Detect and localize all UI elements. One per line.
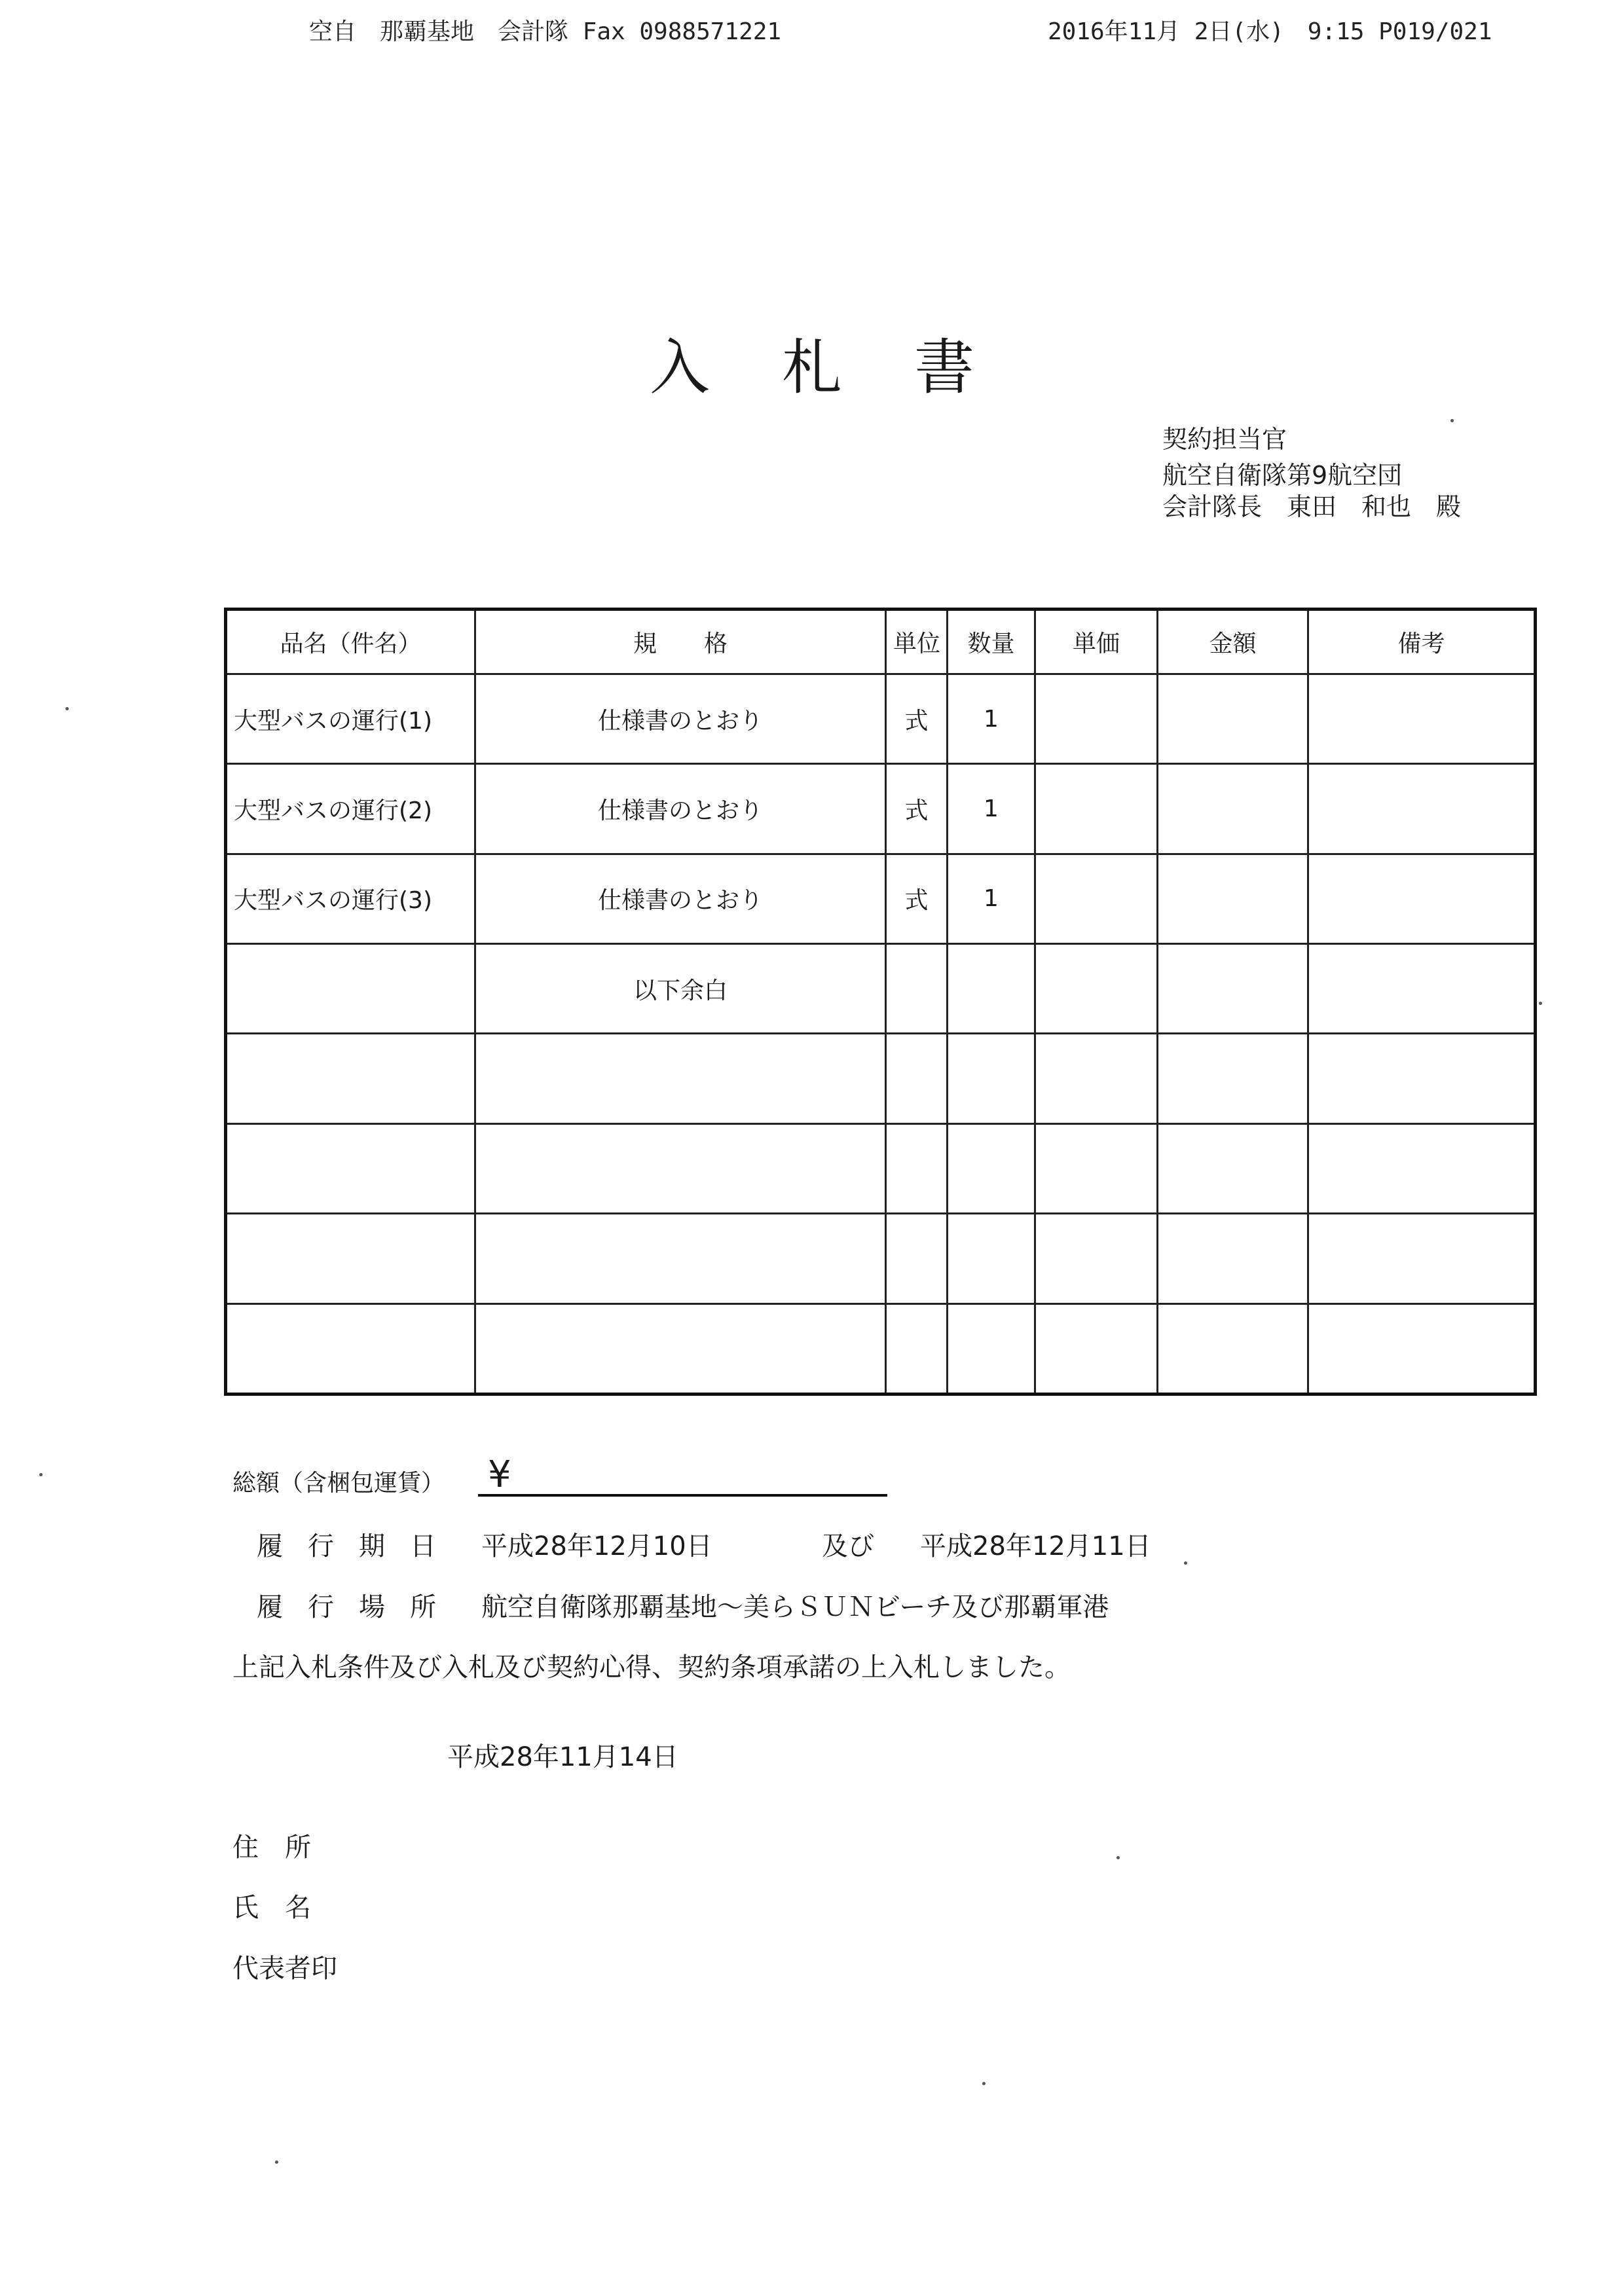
cell-spec: 仕様書のとおり bbox=[475, 674, 886, 764]
header-unit-price: 単価 bbox=[1035, 610, 1158, 674]
cell-amount bbox=[1158, 764, 1308, 854]
table-row bbox=[226, 764, 1536, 854]
scan-speck bbox=[1450, 419, 1454, 422]
cell-unit: 式 bbox=[886, 674, 948, 764]
delivery-place-value: 航空自衛隊那覇基地〜美らＳＵＮビーチ及び那覇軍港 bbox=[481, 1592, 1109, 1622]
cell-spec: 仕様書のとおり bbox=[475, 854, 886, 943]
cell-quantity: 1 bbox=[948, 764, 1035, 854]
addressee-line3: 会計隊長 東田 和也 殿 bbox=[1162, 492, 1462, 521]
table-row bbox=[226, 1123, 1536, 1213]
cell-remarks bbox=[1308, 674, 1536, 764]
cell-remarks bbox=[1308, 854, 1536, 943]
signature-seal-label: 代表者印 bbox=[232, 1954, 337, 1984]
cell-quantity bbox=[948, 1214, 1035, 1303]
cell-unit-price bbox=[1035, 1123, 1158, 1213]
cell-unit-price bbox=[1035, 674, 1158, 764]
table-row bbox=[226, 674, 1536, 764]
cell-unit: 式 bbox=[886, 764, 948, 854]
cell-amount bbox=[1158, 1034, 1308, 1123]
cell-quantity bbox=[948, 1303, 1035, 1394]
cell-item-name bbox=[226, 944, 475, 1034]
table-row bbox=[226, 854, 1536, 943]
cell-remarks bbox=[1308, 1303, 1536, 1394]
cell-item-name bbox=[226, 1303, 475, 1394]
cell-quantity: 1 bbox=[948, 854, 1035, 943]
delivery-period-and: 及び bbox=[822, 1531, 874, 1561]
cell-amount bbox=[1158, 1123, 1308, 1213]
cell-remarks bbox=[1308, 764, 1536, 854]
cell-amount bbox=[1158, 944, 1308, 1034]
delivery-period-date2: 平成28年12月11日 bbox=[920, 1531, 1151, 1561]
addressee-line2: 航空自衛隊第9航空団 bbox=[1162, 461, 1403, 490]
cell-unit-price bbox=[1035, 1214, 1158, 1303]
cell-unit bbox=[886, 944, 948, 1034]
table-header-row bbox=[226, 610, 1536, 674]
cell-item-name bbox=[226, 1034, 475, 1123]
yen-symbol: ¥ bbox=[488, 1453, 511, 1496]
scan-speck bbox=[65, 707, 69, 710]
signature-address-label: 住 所 bbox=[232, 1832, 311, 1863]
bid-table bbox=[224, 608, 1537, 1396]
bid-date: 平成28年11月14日 bbox=[447, 1742, 678, 1772]
scan-speck bbox=[39, 1473, 43, 1476]
cell-item-name: 大型バスの運行(3) bbox=[226, 854, 475, 943]
header-spec: 規 格 bbox=[475, 610, 886, 674]
cell-unit: 式 bbox=[886, 854, 948, 943]
fax-header-right: 2016年11月 2日(水) 9:15 P019/021 bbox=[1048, 18, 1492, 45]
cell-quantity: 1 bbox=[948, 674, 1035, 764]
cell-spec: 以下余白 bbox=[475, 944, 886, 1034]
cell-quantity bbox=[948, 1123, 1035, 1213]
signature-name-label: 氏 名 bbox=[232, 1893, 311, 1923]
table-row bbox=[226, 1214, 1536, 1303]
cell-spec: 仕様書のとおり bbox=[475, 764, 886, 854]
total-amount-line bbox=[478, 1494, 887, 1497]
cell-spec bbox=[475, 1214, 886, 1303]
cell-unit bbox=[886, 1123, 948, 1213]
cell-quantity bbox=[948, 1034, 1035, 1123]
total-label: 総額（含梱包運賃） bbox=[232, 1470, 445, 1497]
cell-unit-price bbox=[1035, 854, 1158, 943]
cell-quantity bbox=[948, 944, 1035, 1034]
delivery-period-date1: 平成28年12月10日 bbox=[481, 1531, 712, 1561]
cell-spec bbox=[475, 1034, 886, 1123]
cell-unit-price bbox=[1035, 764, 1158, 854]
cell-amount bbox=[1158, 1214, 1308, 1303]
header-amount: 金額 bbox=[1158, 610, 1308, 674]
cell-unit bbox=[886, 1034, 948, 1123]
table-row bbox=[226, 1303, 1536, 1394]
cell-remarks bbox=[1308, 1214, 1536, 1303]
scan-speck bbox=[1116, 1856, 1120, 1859]
cell-unit bbox=[886, 1303, 948, 1394]
cell-item-name: 大型バスの運行(2) bbox=[226, 764, 475, 854]
cell-unit-price bbox=[1035, 1303, 1158, 1394]
cell-unit-price bbox=[1035, 944, 1158, 1034]
cell-amount bbox=[1158, 1303, 1308, 1394]
cell-spec bbox=[475, 1303, 886, 1394]
scan-speck bbox=[1184, 1561, 1187, 1565]
cell-amount bbox=[1158, 854, 1308, 943]
header-quantity: 数量 bbox=[948, 610, 1035, 674]
cell-item-name bbox=[226, 1123, 475, 1213]
cell-remarks bbox=[1308, 944, 1536, 1034]
cell-unit-price bbox=[1035, 1034, 1158, 1123]
document-title: 入札書 bbox=[649, 333, 1046, 403]
scan-speck bbox=[982, 2082, 986, 2085]
header-item-name: 品名（件名） bbox=[226, 610, 475, 674]
cell-unit bbox=[886, 1214, 948, 1303]
cell-remarks bbox=[1308, 1123, 1536, 1213]
cell-remarks bbox=[1308, 1034, 1536, 1123]
cell-item-name: 大型バスの運行(1) bbox=[226, 674, 475, 764]
delivery-place-label: 履行場所 bbox=[257, 1592, 461, 1622]
cell-spec bbox=[475, 1123, 886, 1213]
scan-speck bbox=[275, 2160, 278, 2164]
table-row bbox=[226, 1034, 1536, 1123]
statement: 上記入札条件及び入札及び契約心得、契約条項承諾の上入札しました。 bbox=[232, 1652, 1071, 1683]
cell-amount bbox=[1158, 674, 1308, 764]
table-row bbox=[226, 944, 1536, 1034]
header-unit: 単位 bbox=[886, 610, 948, 674]
delivery-period-label: 履行期日 bbox=[257, 1531, 461, 1561]
header-remarks: 備考 bbox=[1308, 610, 1536, 674]
cell-item-name bbox=[226, 1214, 475, 1303]
scan-speck bbox=[1539, 1002, 1542, 1005]
addressee-line1: 契約担当官 bbox=[1162, 425, 1287, 454]
fax-header-left: 空自 那覇基地 会計隊 Fax 0988571221 bbox=[309, 18, 782, 45]
